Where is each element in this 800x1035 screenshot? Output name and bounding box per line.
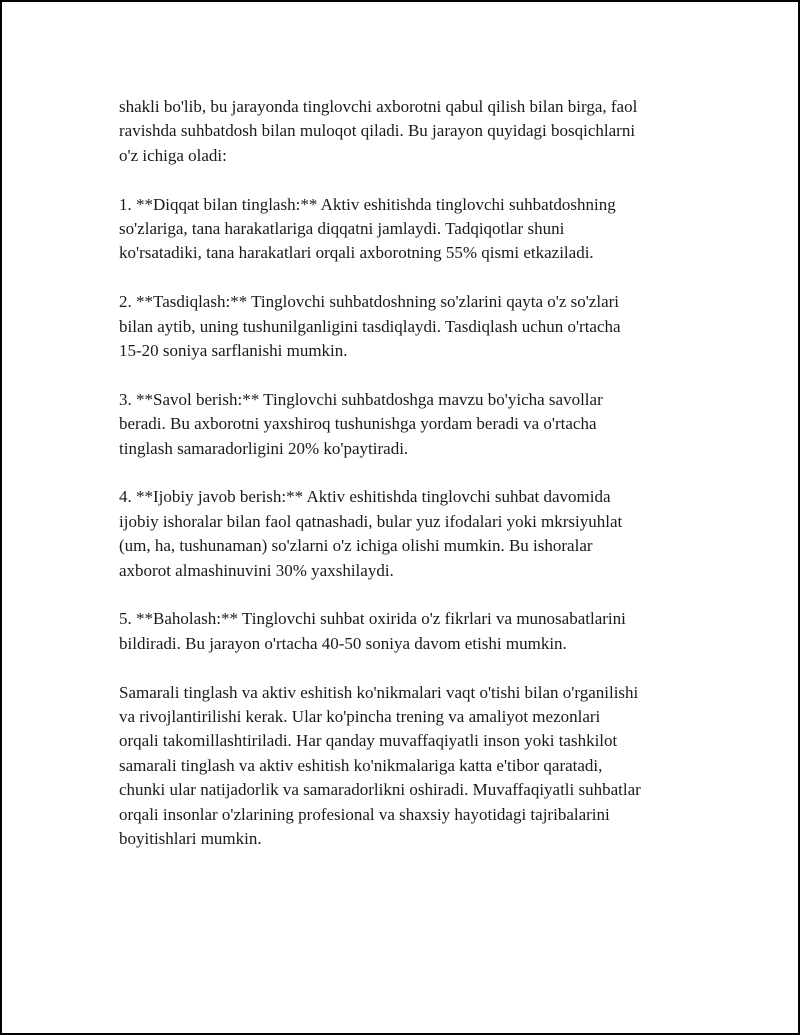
- paragraph-step-3: [119, 388, 709, 461]
- text-line: chunki ular natijadorlik va samaradorlikni oshiradi. Muvaffaqiyatli suhbatlar: [119, 780, 641, 800]
- text-line: tinglash samaradorligini 20% ko'paytiradi.: [119, 438, 409, 458]
- text-line: 5. **Baholash:** Tinglovchi suhbat oxirida o'z fikrlari va munosabatlarini: [119, 609, 626, 629]
- text-line: va rivojlantirilishi kerak. Ular ko'pincha trening va amaliyot mezonlari: [119, 707, 601, 727]
- text-line: Samarali tinglash va aktiv eshitish ko'nikmalari vaqt o'tishi bilan o'rganilishi: [119, 682, 639, 702]
- text-line: (um, ha, tushunaman) so'zlarni o'z ichiga olishi mumkin. Bu ishoralar: [119, 536, 593, 556]
- text-line: bilan aytib, uning tushunilganligini tasdiqlaydi. Tasdiqlash uchun o'rtacha: [119, 316, 621, 336]
- text-line: so'zlariga, tana harakatlariga diqqatni jamlaydi. Tadqiqotlar shuni: [119, 219, 565, 239]
- text-line: 15-20 soniya sarflanishi mumkin.: [119, 341, 348, 361]
- text-line: o'z ichiga oladi:: [119, 145, 227, 165]
- paragraph-step-2: [119, 290, 709, 363]
- text-line: 4. **Ijobiy javob berish:** Aktiv eshitishda tinglovchi suhbat davomida: [119, 487, 611, 507]
- text-line: bildiradi. Bu jarayon o'rtacha 40-50 soniya davom etishi mumkin.: [119, 633, 567, 653]
- text-line: 2. **Tasdiqlash:** Tinglovchi suhbatdoshning so'zlarini qayta o'z so'zlari: [119, 292, 620, 312]
- text-line: ijobiy ishoralar bilan faol qatnashadi, bular yuz ifodalari yoki mkrsiyuhlat: [119, 511, 623, 531]
- text-line: 1. **Diqqat bilan tinglash:** Aktiv eshitishda tinglovchi suhbatdoshning: [119, 194, 616, 214]
- text-line: 3. **Savol berish:** Tinglovchi suhbatdoshga mavzu bo'yicha savollar: [119, 389, 603, 409]
- paragraph-step-1: [119, 193, 709, 266]
- paragraph-step-5: [119, 607, 709, 656]
- paragraph-step-4: [119, 485, 709, 583]
- text-line: ravishda suhbatdosh bilan muloqot qiladi. Bu jarayon quyidagi bosqichlarni: [119, 121, 636, 141]
- text-line: boyitishlari mumkin.: [119, 829, 262, 849]
- text-line: ko'rsatadiki, tana harakatlari orqali axborotning 55% qismi etkaziladi.: [119, 243, 594, 263]
- text-line: orqali insonlar o'zlarining profesional va shaxsiy hayotidagi tajribalarini: [119, 804, 610, 824]
- paragraph-intro: [119, 95, 709, 168]
- document-body: [119, 95, 709, 876]
- text-line: beradi. Bu axborotni yaxshiroq tushunishga yordam beradi va o'rtacha: [119, 414, 597, 434]
- text-line: axborot almashinuvini 30% yaxshilaydi.: [119, 560, 394, 580]
- text-line: samarali tinglash va aktiv eshitish ko'nikmalariga katta e'tibor qaratadi,: [119, 755, 603, 775]
- paragraph-conclusion: [119, 681, 709, 852]
- text-line: orqali takomillashtiriladi. Har qanday muvaffaqiyatli inson yoki tashkilot: [119, 731, 618, 751]
- text-line: shakli bo'lib, bu jarayonda tinglovchi axborotni qabul qilish bilan birga, faol: [119, 97, 638, 116]
